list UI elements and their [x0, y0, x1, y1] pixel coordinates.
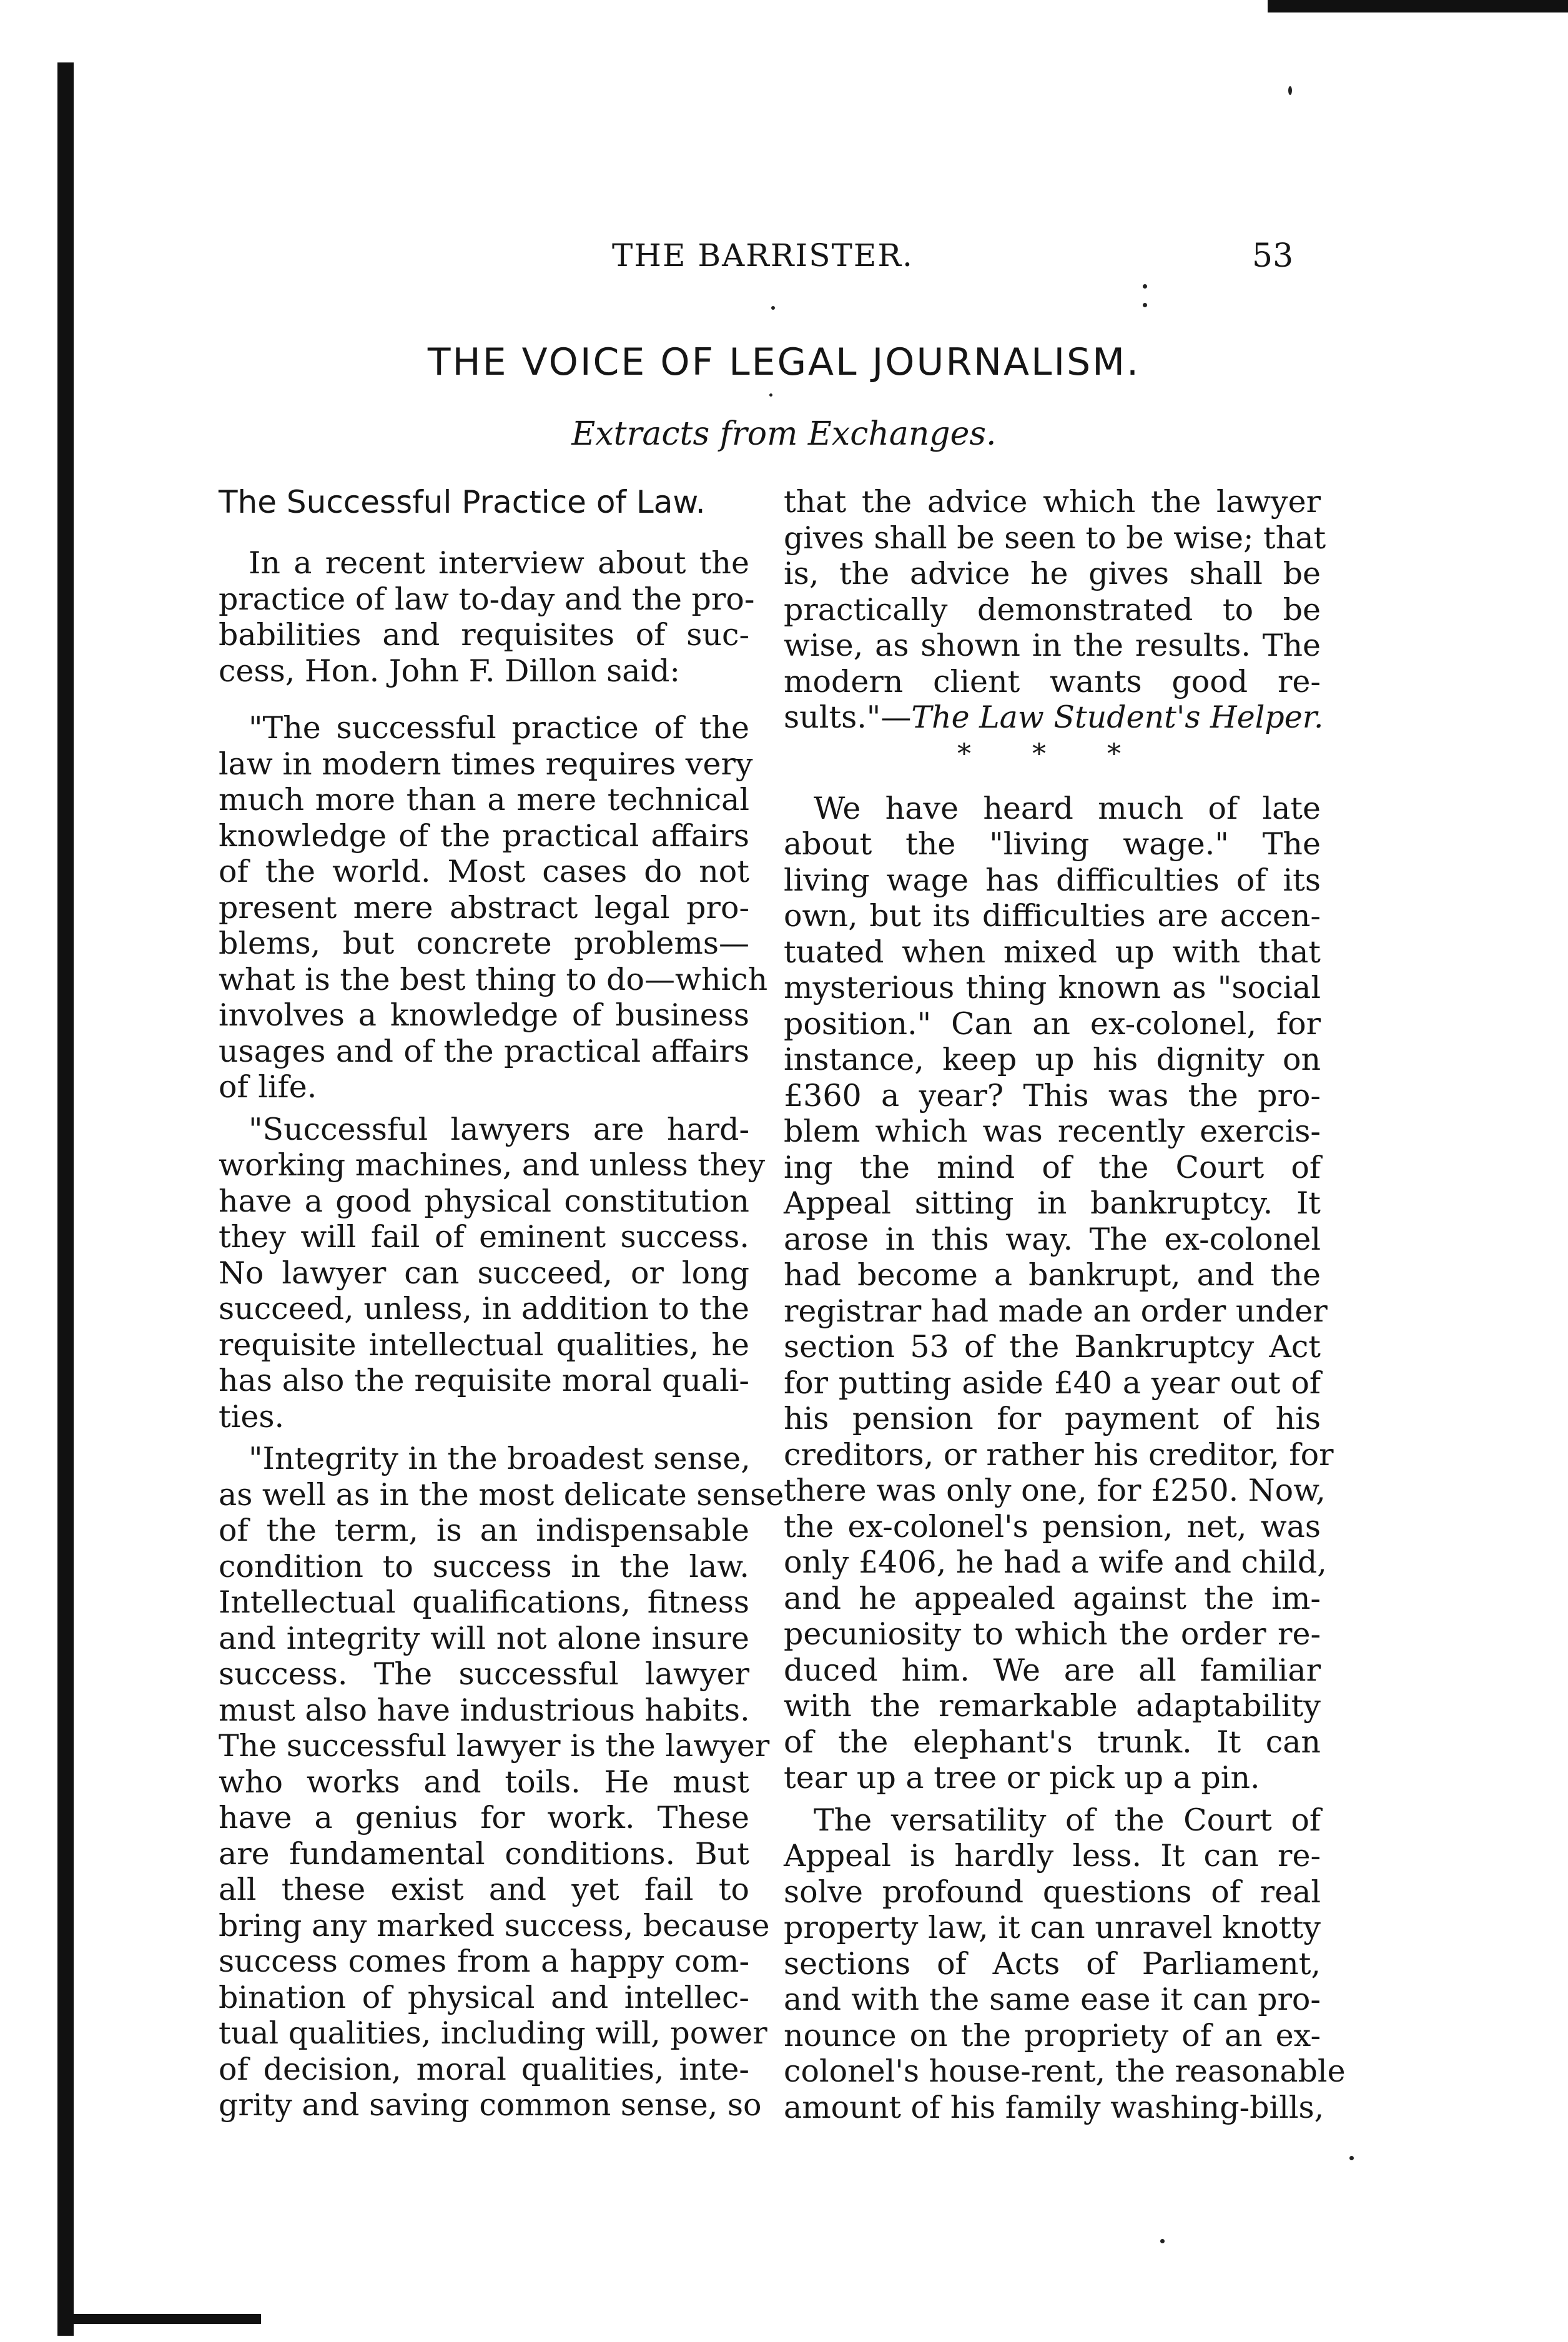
text-line: "The successful practice of the — [249, 710, 749, 746]
text-line: cess, Hon. John F. Dillon said: — [219, 653, 681, 689]
text-line: modern client wants good re- — [784, 663, 1321, 699]
text-line: duced him. We are all familiar — [784, 1652, 1321, 1688]
text-line: colonel's house-rent, the reasonable — [784, 2053, 1346, 2089]
text-line: grity and saving common sense, so — [219, 2087, 762, 2123]
binding-edge — [57, 62, 74, 2336]
paragraph — [219, 545, 755, 689]
text-line: blems, but concrete problems— — [219, 926, 749, 961]
text-line: working machines, and unless they — [219, 1147, 766, 1183]
text-line: creditors, or rather his creditor, for — [784, 1436, 1334, 1473]
text-line: must also have industrious habits. — [219, 1692, 750, 1728]
running-header-title: THE BARRISTER. — [612, 237, 914, 274]
text-line: £360 a year? This was the pro- — [784, 1077, 1321, 1114]
text-line: gives shall be seen to be wise; that — [784, 520, 1326, 556]
text-line: section 53 of the Bankruptcy Act — [784, 1329, 1321, 1365]
text-line: all these exist and yet fail to — [219, 1872, 749, 1907]
text-line: condition to success in the law. — [219, 1548, 749, 1584]
text-line: of the world. Most cases do not — [219, 854, 749, 889]
ink-speck — [1143, 284, 1147, 289]
text-line: Appeal sitting in bankruptcy. It — [784, 1185, 1321, 1221]
paragraph — [219, 710, 768, 1105]
text-line: "Successful lawyers are hard- — [249, 1111, 749, 1147]
text-line: and he appealed against the im- — [784, 1580, 1321, 1616]
ink-speck — [1349, 2156, 1354, 2160]
text-line: wise, as shown in the results. The — [784, 628, 1321, 663]
text-line: bination of physical and intellec- — [219, 1979, 749, 2015]
text-line: they will fail of eminent success. — [219, 1219, 749, 1255]
source-citation: The Law Student's Helper. — [911, 699, 1324, 735]
text-line: No lawyer can succeed, or long — [219, 1255, 749, 1291]
text-line: the ex-colonel's pension, net, was — [784, 1508, 1321, 1544]
text-line: ing the mind of the Court of — [784, 1149, 1321, 1185]
ink-speck — [1160, 2239, 1165, 2243]
text-line: and integrity will not alone insure — [219, 1620, 749, 1656]
text-line: In a recent interview about the — [249, 545, 749, 581]
text-line: of the term, is an indispensable — [219, 1513, 749, 1548]
text-line: have a good physical constitution — [219, 1183, 749, 1219]
text-line: his pension for payment of his — [784, 1401, 1321, 1436]
article-subtitle: Extracts from Exchanges. — [571, 415, 997, 453]
text-line: of life. — [219, 1069, 317, 1105]
text-line: The successful lawyer is the lawyer — [219, 1728, 770, 1764]
text-line: tual qualities, including will, power — [219, 2015, 767, 2051]
section-separator: * * * — [957, 738, 1147, 770]
text-line: living wage has difficulties of its — [784, 862, 1321, 898]
paragraph — [219, 1111, 766, 1435]
section-heading: The Successful Practice of Law. — [219, 484, 706, 520]
text-line: has also the requisite moral quali- — [219, 1363, 749, 1398]
text-line: requisite intellectual qualities, he — [219, 1327, 749, 1363]
text-line: knowledge of the practical affairs — [219, 818, 749, 854]
text-line: instance, keep up his dignity on — [784, 1042, 1321, 1077]
text-line: amount of his family washing-bills, — [784, 2089, 1324, 2125]
ink-speck — [1288, 86, 1292, 95]
text-line: Appeal is hardly less. It can re- — [784, 1838, 1321, 1874]
text-line: solve profound questions of real — [784, 1874, 1321, 1910]
text-line: ties. — [219, 1398, 285, 1435]
text-line: Intellectual qualifications, fitness — [219, 1584, 749, 1620]
text-line — [784, 699, 1324, 736]
text-line: and with the same ease it can pro- — [784, 1982, 1321, 2017]
text-line: own, but its difficulties are accen- — [784, 898, 1321, 934]
text-line: mysterious thing known as "social — [784, 970, 1321, 1005]
text-line: The versatility of the Court of — [814, 1802, 1321, 1838]
text-line: nounce on the propriety of an ex- — [784, 2017, 1321, 2053]
text-line: only £406, he had a wife and child, — [784, 1544, 1327, 1580]
text-line: of the elephant's trunk. It can — [784, 1724, 1321, 1760]
text-line: We have heard much of late — [814, 790, 1321, 826]
text-line: tear up a tree or pick up a pin. — [784, 1760, 1260, 1796]
text-line: there was only one, for £250. Now, — [784, 1473, 1326, 1508]
text-line: have a genius for work. These — [219, 1800, 749, 1836]
text-line: with the remarkable adaptability — [784, 1688, 1321, 1724]
paragraph — [784, 1802, 1346, 2126]
article-title: THE VOICE OF LEGAL JOURNALISM. — [427, 340, 1141, 384]
text-line: "Integrity in the broadest sense, — [249, 1441, 751, 1476]
text-line: law in modern times requires very — [219, 746, 753, 782]
text-line: property law, it can unravel knotty — [784, 1910, 1321, 1945]
right-column — [784, 484, 1346, 2125]
text-line: tuated when mixed up with that — [784, 934, 1321, 970]
text-line: usages and of the practical affairs — [219, 1033, 749, 1069]
text-line: present mere abstract legal pro- — [219, 889, 749, 926]
text-line: sections of Acts of Parliament, — [784, 1945, 1321, 1982]
ink-speck — [769, 393, 772, 397]
text-line: success. The successful lawyer — [219, 1656, 749, 1692]
text-line: registrar had made an order under — [784, 1293, 1328, 1329]
text-line: are fundamental conditions. But — [219, 1836, 749, 1872]
text-line: success comes from a happy com- — [219, 1944, 749, 1979]
paragraph-continuation — [784, 484, 1326, 736]
text-line: blem which was recently exercis- — [784, 1114, 1321, 1149]
text-line: involves a knowledge of business — [219, 997, 749, 1033]
text-line: had become a bankrupt, and the — [784, 1257, 1321, 1293]
paragraph — [784, 790, 1334, 1796]
text-line: practice of law to-day and the pro- — [219, 581, 755, 617]
text-fragment: sults."— — [784, 699, 912, 735]
text-line: bring any marked success, because — [219, 1907, 770, 1944]
paragraph — [219, 1441, 784, 2123]
ink-speck — [1143, 303, 1147, 307]
text-line: as well as in the most delicate sense — [219, 1476, 784, 1513]
text-line: practically demonstrated to be — [784, 591, 1321, 628]
text-line: what is the best thing to do—which — [219, 961, 768, 997]
text-line: for putting aside £40 a year out of — [784, 1365, 1321, 1401]
text-line: pecuniosity to which the order re- — [784, 1616, 1321, 1652]
text-line: arose in this way. The ex-colonel — [784, 1221, 1321, 1257]
text-line: position." Can an ex-colonel, for — [784, 1005, 1321, 1042]
text-line: who works and toils. He must — [219, 1764, 749, 1800]
text-line: much more than a mere technical — [219, 782, 749, 818]
text-line: that the advice which the lawyer — [784, 484, 1321, 520]
left-column — [219, 484, 784, 2123]
page-number: 53 — [1252, 237, 1294, 275]
text-line: is, the advice he gives shall be — [784, 556, 1321, 591]
ink-speck — [771, 306, 775, 310]
text-line: succeed, unless, in addition to the — [219, 1291, 749, 1327]
top-edge-rule — [1268, 0, 1568, 12]
text-line: babilities and requisites of suc- — [219, 617, 749, 653]
binding-foot-mark — [74, 2314, 261, 2324]
text-line: of decision, moral qualities, inte- — [219, 2051, 749, 2087]
text-line: about the "living wage." The — [784, 826, 1321, 862]
